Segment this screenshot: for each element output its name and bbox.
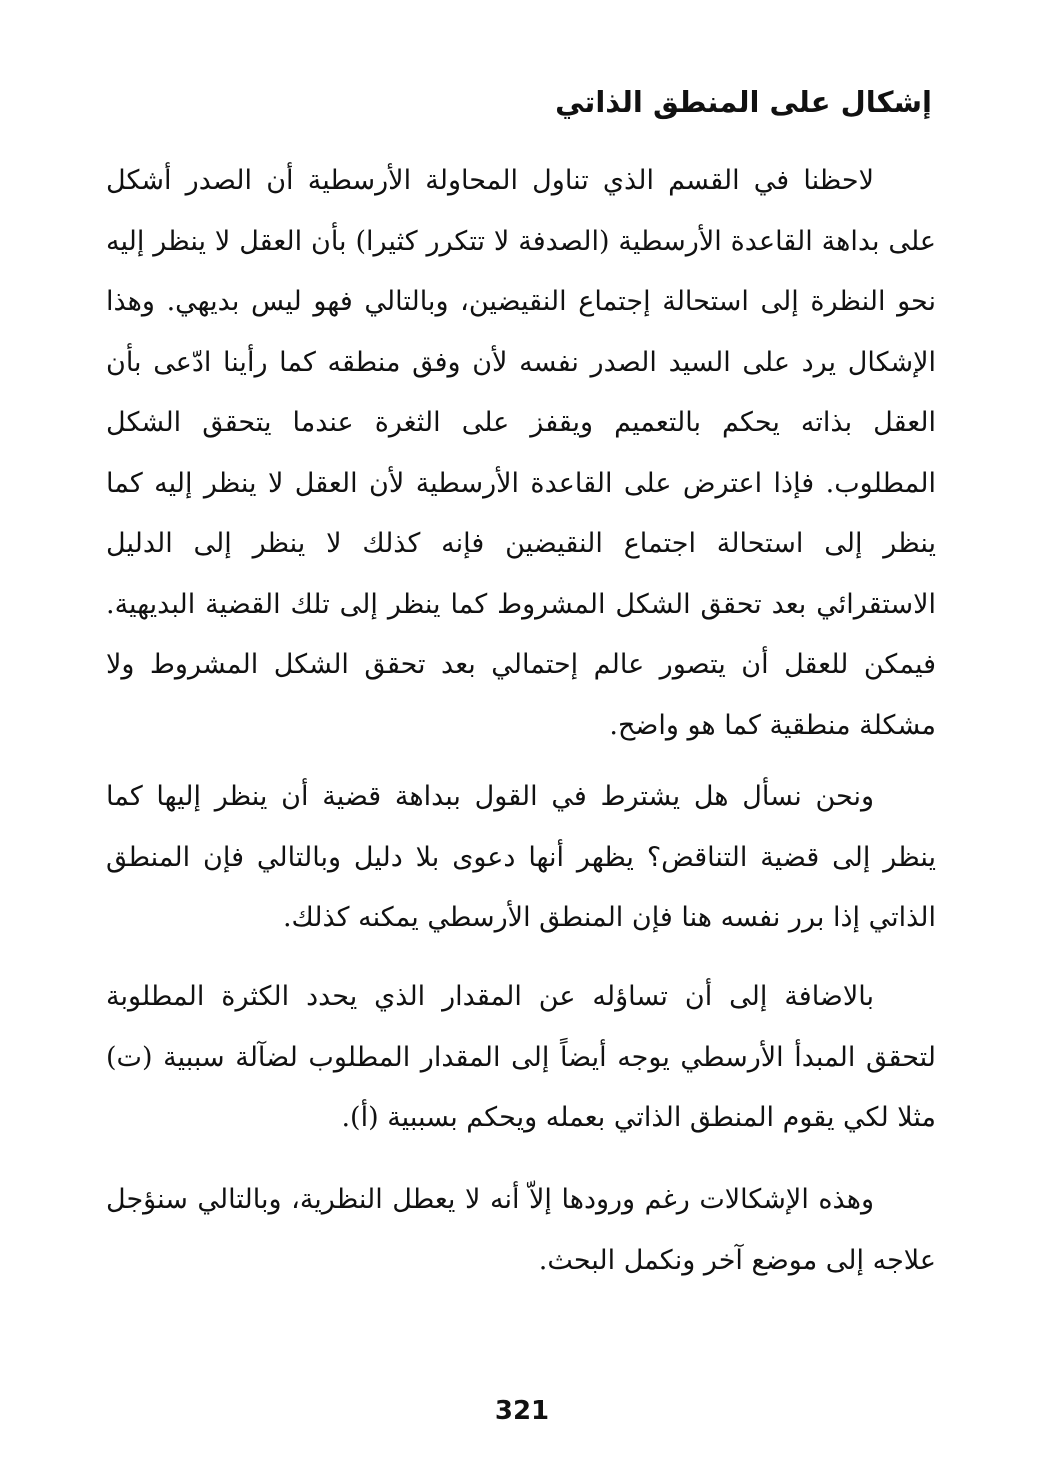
- paragraph: وهذه الإشكالات رغم ورودها إلاّ أنه لا يعطل النظرية، وبالتالي سنؤجل علاجه إلى موضع آخر ونكمل البحث.: [106, 1184, 936, 1276]
- section-heading: إشكال على المنطق الذاتي: [555, 85, 932, 119]
- paragraph: ونحن نسأل هل يشترط في القول ببداهة قضية أن ينظر إليها كما ينظر إلى قضية التناقض؟ يظهر أنها دعوى بلا دليل وبالتالي فإن المنطق الذاتي إذا برر نفسه هنا فإن المنطق الأرسطي يمكنه كذلك.: [106, 781, 936, 933]
- paragraph: لاحظنا في القسم الذي تناول المحاولة الأرسطية أن الصدر أشكل على بداهة القاعدة الأرسطية (الصدفة لا تتكرر كثيرا) بأن العقل لا ينظر إليه نحو النظرة إلى استحالة إجتماع النقيضين، وبالتالي فهو ليس بديهي. وهذا الإشكال يرد على السيد الصدر نفسه لأن وفق منطقه كما رأينا ادّعى بأن العقل بذاته يحكم بالتعميم ويقفز على الثغرة عندما يتحقق الشكل المطلوب. فإذا اعترض على القاعدة الأرسطية لأن العقل لا ينظر إليه كما ينظر إلى استحالة اجتماع النقيضين فإنه كذلك لا ينظر إلى الدليل الاستقرائي بعد تحقق الشكل المشروط كما ينظر إلى تلك القضية البديهية. فيمكن للعقل أن يتصور عالم إحتمالي بعد تحقق الشكل المشروط ولا مشكلة منطقية كما هو واضح.: [106, 165, 936, 741]
- page-number: 321: [494, 1396, 550, 1426]
- paragraph: بالاضافة إلى أن تساؤله عن المقدار الذي يحدد الكثرة المطلوبة لتحقق المبدأ الأرسطي يوجه أيضاً إلى المقدار المطلوب لضآلة سببية (ت) مثلا لكي يقوم المنطق الذاتي بعمله ويحكم بسببية (أ).: [106, 981, 936, 1133]
